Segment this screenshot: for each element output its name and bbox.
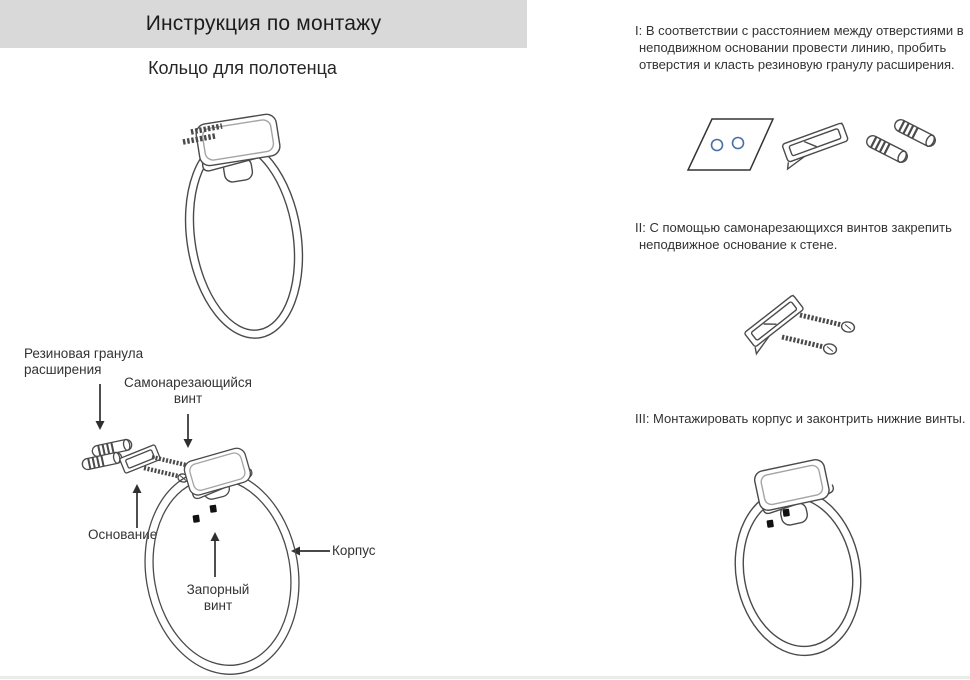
label-locking-screw: Запорный винт bbox=[186, 582, 250, 613]
step3-ring-figure bbox=[723, 448, 888, 663]
step1-parts-figure bbox=[675, 108, 950, 203]
step-1-instruction: I: В соответствии с расстоянием между отверстиями в неподвижном основании провести линию, пробить отверстия и класть резиновую гранулу расширения. bbox=[635, 23, 964, 72]
self-tapping-screw-icon bbox=[144, 468, 189, 483]
header-bar bbox=[0, 0, 527, 48]
product-subtitle: Кольцо для полотенца bbox=[148, 58, 337, 78]
rubber-plug-icon bbox=[893, 118, 938, 149]
self-tapping-screw-icon bbox=[800, 315, 855, 333]
arrow-up-icon bbox=[133, 484, 142, 528]
label-rubber-plug: Резиновая гранула расширения bbox=[24, 346, 144, 377]
arrow-down-icon bbox=[96, 384, 105, 430]
towel-ring-figure bbox=[165, 105, 315, 350]
base-frame-icon bbox=[742, 295, 808, 354]
arrow-up-icon bbox=[211, 532, 220, 577]
base-frame-icon bbox=[779, 123, 851, 169]
exploded-assembly-figure bbox=[40, 380, 390, 680]
wall-template-icon bbox=[688, 119, 773, 170]
label-self-tapping-screw: Самонарезающийся винт bbox=[124, 375, 252, 406]
mounting-bracket-icon bbox=[195, 113, 282, 172]
label-body: Корпус bbox=[332, 543, 376, 558]
subtitle-wrap bbox=[0, 58, 485, 79]
step-2-instruction: II: С помощью самонарезающихся винтов закрепить неподвижное основание к стене. bbox=[635, 220, 952, 252]
step-3-instruction: III: Монтажировать корпус и законтрить нижние винты. bbox=[635, 411, 966, 426]
step2-parts-figure bbox=[730, 285, 920, 380]
arrow-down-icon bbox=[184, 414, 193, 448]
page-title: Инструкция по монтажу bbox=[145, 12, 382, 35]
self-tapping-screw-icon bbox=[782, 337, 837, 355]
locking-screw-dots bbox=[192, 505, 216, 523]
label-base: Основание bbox=[88, 527, 158, 542]
rubber-plug-icon bbox=[865, 134, 910, 165]
arrow-left-icon bbox=[291, 547, 330, 556]
